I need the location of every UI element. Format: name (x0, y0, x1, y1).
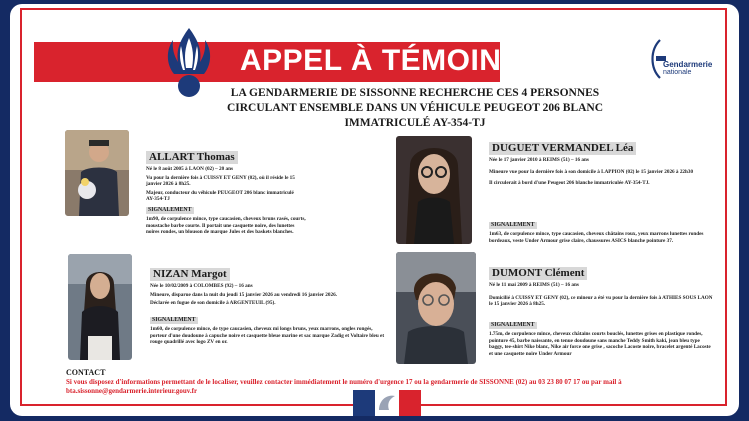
gendarmerie-logo-label (663, 61, 712, 77)
poster-title: APPEL À TÉMOINS (240, 44, 522, 77)
birth-dumont-clement: Né le 11 mai 2009 à REIMS (51) – 16 ans (489, 282, 579, 288)
text-duguet-vermandel-lea (489, 157, 714, 187)
text-allart-thomas (146, 166, 296, 203)
text-nizan-margot (150, 283, 385, 307)
extra-nizan-margot: Déclarée en fugue de son domicile à ARGENTEUIL (95). (150, 300, 276, 307)
logo-line1: Gendarmerie (663, 60, 713, 69)
signalement-label-duguet-vermandel-lea: SIGNALEMENT (491, 222, 535, 228)
logo-line2: nationale (663, 69, 692, 76)
signalement-dumont-clement: 1.75m, de corpulence mince, cheveux châtains courts bouclés, lunettes grises en plastique rondes, pointure 45, barbe naissante, en tenue doudoune sans manche Teddy Smith kaki, jean bleu type baggy, tee-shirt Nike blanc, Nike air force one grise , sacoche Lacoste noire, bracelet argenté Lacoste et une casquette noire Under Armour (489, 331, 711, 357)
headline-line1: LA GENDARMERIE DE SISSONNE RECHERCHE CES 4 PERSONNES (230, 87, 600, 99)
poster (10, 4, 739, 416)
name-allart-thomas: ALLART Thomas (146, 151, 238, 164)
seen-allart-thomas: Vu pour la dernière fois à CUISSY ET GENY (02), où il réside le 15 janvier 2026 à 8h25. (146, 174, 295, 188)
republique-francaise-logo-icon (353, 390, 421, 416)
signalement-allart-thomas: 1m90, de corpulence mince, type caucasien, cheveux bruns rasés, courts, moustache barbe courte. Il portait une casquette noire, des lunettes noires rondes, un blouson de marque Jules et des baskets blanches. (146, 216, 306, 236)
text-dumont-clement (489, 282, 714, 308)
birth-duguet-vermandel-lea: Née le 17 janvier 2010 à REIMS (51) – 16 ans (489, 157, 589, 163)
photo-dumont-clement (396, 252, 476, 364)
contact-title: CONTACT (66, 368, 106, 377)
photo-allart-thomas (65, 130, 129, 216)
signalement-label-allart-thomas: SIGNALEMENT (148, 207, 192, 213)
name-duguet-vermandel-lea: DUGUET VERMANDEL Léa (489, 142, 636, 155)
seen-nizan-margot: Mineure, disparue dans la nuit du jeudi 15 janvier 2026 au vendredi 16 janvier 2026. (150, 291, 337, 298)
name-dumont-clement: DUMONT Clément (489, 267, 587, 280)
seen-dumont-clement: Domicilié à CUISSY ET GENY (02), ce mineur a été vu pour la dernière fois à ATHIES SOUS LAON le 15 janvier 2026 à 8h25. (489, 294, 713, 308)
birth-nizan-margot: Née le 10/02/2009 à COLOMBES (92) – 16 ans (150, 283, 253, 289)
extra-allart-thomas: Majeur, conducteur du véhicule PEUGEOT 206 blanc immatriculé AY-354-TJ (146, 189, 294, 203)
headline-line3: IMMATRICULÉ AY-354-TJ (344, 117, 486, 129)
extra-duguet-vermandel-lea: Il circulerait à bord d'une Peugeot 206 blanche immatriculée AY-354-TJ. (489, 180, 650, 187)
photo-duguet-vermandel-lea (396, 136, 472, 244)
signalement-label-dumont-clement: SIGNALEMENT (491, 322, 535, 328)
headline (210, 86, 620, 131)
signalement-nizan-margot: 1m60, de corpulence mince, de type caucasien, cheveux mi longs bruns, yeux marrons, ongles rongés, porteur d'une doudoune à capuche noire et casquette bleue marine et sac marque Zadig et Voltaire bleu et rouge quadrillé avec logo ZV en or. (150, 326, 385, 346)
headline-line2: CIRCULANT ENSEMBLE DANS UN VÉHICULE PEUGEOT 206 BLANC (226, 102, 604, 114)
seen-duguet-vermandel-lea: Mineure vue pour la dernière fois à son domicile à LAPPION (02) le 15 janvier 2026 à 22h30 (489, 168, 694, 175)
contact-text: Si vous disposez d'informations permettant de le localiser, veuillez contacter immédiatement le numéro d'urgence 17 ou la gendarmerie de SISSONNE (02) au 03 23 80 07 17 ou par mail à bta.sissonne@gendarmerie.interieur.gouv.fr (66, 378, 622, 395)
name-nizan-margot: NIZAN Margot (150, 268, 230, 281)
signalement-label-nizan-margot: SIGNALEMENT (152, 317, 196, 323)
birth-allart-thomas: Né le 8 août 2005 à LAON (02) – 20 ans (146, 166, 234, 172)
photo-nizan-margot (68, 254, 132, 360)
signalement-duguet-vermandel-lea: 1m63, de corpulence mince, type caucasien, cheveux châtains roux, yeux marrons lunettes rondes bordeaux, veste Under Armour grise claire, chaussures ASICS blanche pointure 37. (489, 231, 704, 244)
